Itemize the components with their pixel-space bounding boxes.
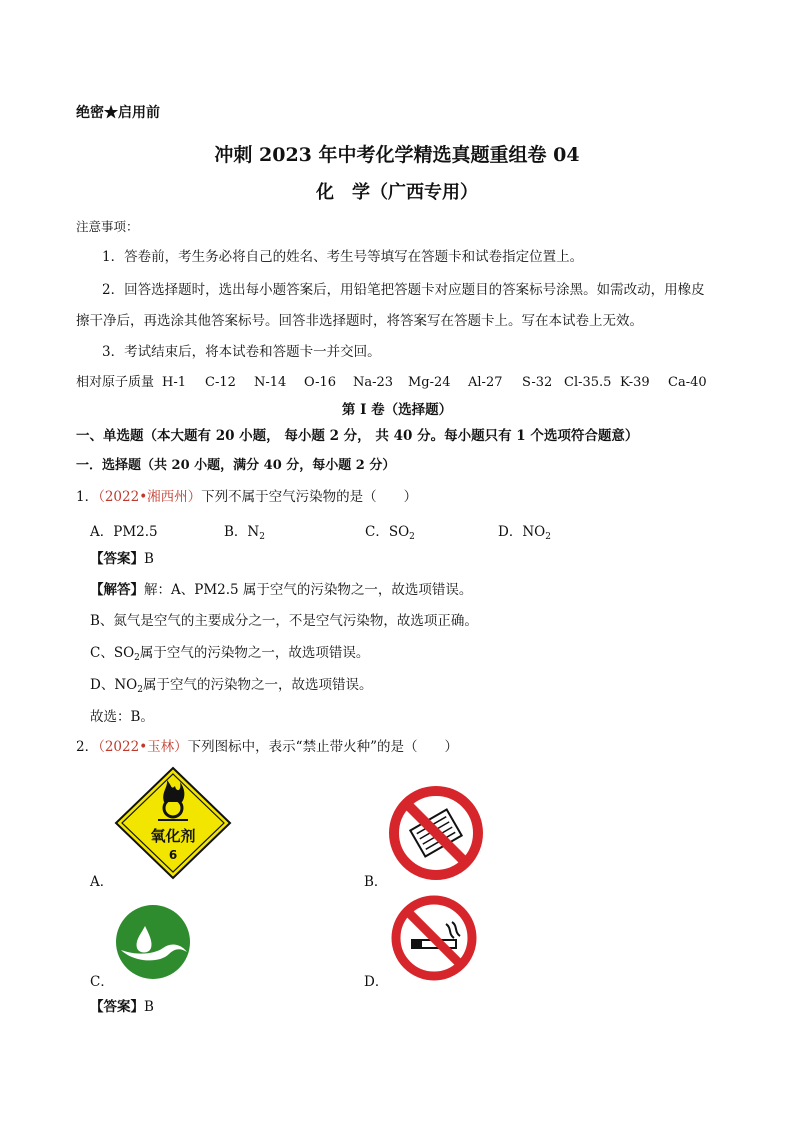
option-b: B．$N_2$: [224, 524, 265, 542]
answer-value: B: [144, 551, 154, 567]
analysis-line-a: 解：A、PM2.5 属于空气的污染物之一，故选项错误。: [144, 582, 473, 598]
question-source: （2022•湘西州）: [98, 489, 202, 505]
oxidizer-sign-icon: [114, 766, 232, 880]
option-a: A．PM2.5: [90, 524, 158, 540]
q2-label-a: A．: [90, 874, 114, 890]
q2-label-d: D．: [364, 974, 389, 990]
answer-tag: 【答案】: [90, 999, 144, 1015]
option-d: D．$NO_2$: [498, 524, 551, 542]
no-matches-sign-icon: [387, 784, 485, 882]
question-number: 2．: [76, 739, 99, 755]
atomic-mass-al: Al-27: [468, 375, 503, 390]
section-heading-a: 一、单选题（本大题有 20 小题， 每小题 2 分， 共 40 分。每小题只有 1 个选项符合题意）: [76, 428, 639, 444]
water-saving-sign-icon: [115, 904, 191, 980]
question-stem: 下列图标中，表示“禁止带火种”的是（ ）: [187, 739, 458, 755]
analysis-line-b: B、氮气是空气的主要成分之一，不是空气污染物，故选项正确。: [90, 613, 478, 629]
atomic-mass-na: Na-23: [353, 375, 394, 390]
question-2: [76, 738, 458, 756]
atomic-mass-o: O-16: [304, 375, 337, 390]
answer-value: B: [144, 999, 154, 1015]
atomic-mass-c: C-12: [205, 375, 236, 390]
q2-label-b: B．: [364, 874, 388, 890]
atomic-mass-mg: Mg-24: [408, 375, 451, 390]
page-subtitle: 化 学（广西专用）: [316, 182, 478, 203]
q2-label-c: C．: [90, 974, 114, 990]
part-title: 第 I 卷（选择题）: [341, 402, 453, 418]
section-heading-b: 一．选择题（共 20 小题，满分 40 分，每小题 2 分）: [76, 458, 396, 473]
question-stem: 下列不属于空气污染物的是（ ）: [201, 489, 418, 505]
sign-a-text: 氧化剂: [150, 827, 196, 845]
secret-stamp: 绝密★启用前: [76, 105, 160, 121]
conclusion: 故选：B。: [90, 709, 154, 725]
note-item-2: 2．回答选择题时，选出每小题答案后，用铅笔把答题卡对应题目的答案标号涂黑。如需改动，用橡皮: [102, 282, 705, 298]
question-number: 1．: [76, 489, 99, 505]
answer-tag: 【答案】: [90, 551, 144, 567]
analysis-1: [90, 581, 472, 599]
note-item-3: 3．考试结束后，将本试卷和答题卡一并交回。: [102, 344, 381, 360]
note-item-1: 1．答卷前，考生务必将自己的姓名、考生号等填写在答题卡和试卷指定位置上。: [102, 249, 584, 265]
question-source: （2022•玉林）: [98, 739, 188, 755]
answer-2: [90, 998, 154, 1016]
atomic-mass-s: S-32: [522, 375, 553, 390]
page-title: 冲刺 2023 年中考化学精选真题重组卷 04: [214, 144, 580, 166]
atomic-mass-label: 相对原子质量: [76, 375, 155, 390]
question-1: [76, 488, 417, 506]
sign-a-number: 6: [168, 848, 178, 862]
answer-1: [90, 550, 154, 568]
atomic-mass-cl: Cl-35.5: [564, 375, 612, 390]
atomic-mass-ca: Ca-40: [668, 375, 707, 390]
option-c: C．$SO_2$: [365, 524, 415, 542]
atomic-mass-n: N-14: [254, 375, 287, 390]
analysis-line-d: D、$NO_2$属于空气的污染物之一，故选项错误。: [90, 677, 373, 695]
no-smoking-sign-icon: [390, 894, 478, 982]
note-item-2-cont: 擦干净后，再选涂其他答案标号。回答非选择题时，将答案写在答题卡上。写在本试卷上无效。: [76, 313, 643, 329]
analysis-line-c: C、$SO_2$属于空气的污染物之一，故选项错误。: [90, 645, 370, 663]
atomic-mass-h: H-1: [162, 375, 187, 390]
atomic-mass-k: K-39: [620, 375, 650, 390]
analysis-tag: 【解答】: [90, 582, 144, 598]
notes-heading: 注意事项：: [76, 219, 139, 234]
